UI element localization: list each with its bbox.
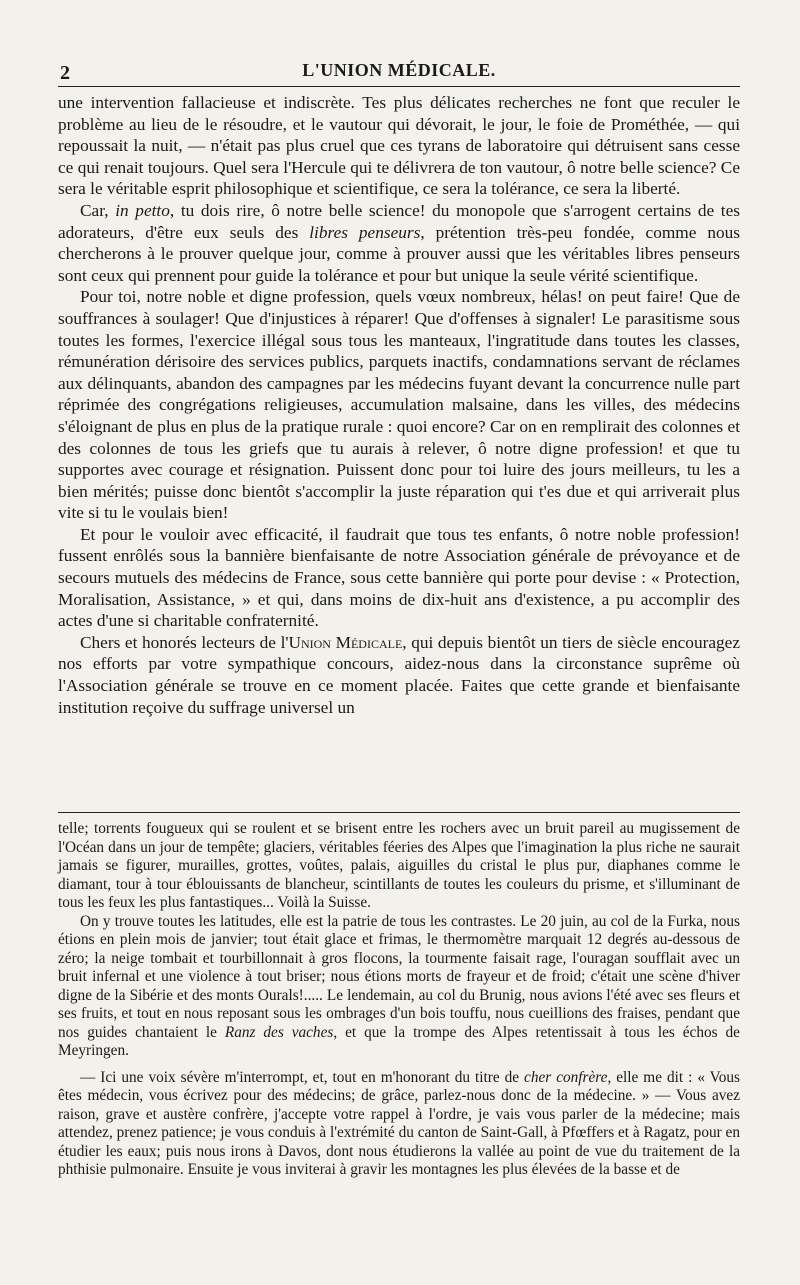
footnote-paragraph-3 (58, 1069, 740, 1180)
footnote-paragraph-2-text-b: , et que la trompe des Alpes retentissait à tous les échos de Meyringen. (58, 1023, 740, 1059)
paragraph-2-text-c: , prétention très-peu fondée, comme nous chercherons à le prouver quelque jour, comme à prouver aussi que les véritables libres penseurs sont ceux qui prennent pour guide la tolérance et pour but unique la seule vérité scientifique. (58, 222, 741, 285)
main-text (58, 92, 740, 718)
paragraph-2-emphasis-2: libres penseurs (309, 222, 421, 242)
paragraph-2-text-b: , tu dois rire, ô notre belle science! du monopole que s'arrogent certains de tes adorateurs, d'être eux seuls des (58, 200, 740, 242)
paragraph-5-text-a: Chers et honorés lecteurs de l' (80, 632, 289, 652)
paragraph-2 (58, 200, 740, 286)
footnote (58, 820, 740, 1180)
paragraph-2-emphasis-1: in petto (115, 200, 170, 220)
journal-name: Union Médicale (288, 632, 403, 652)
footnote-paragraph-2-text-a: On y trouve toutes les latitudes, elle est la patrie de tous les contrastes. Le 20 juin, au col de la Furka, nous étions en plein mois de janvier; tout était glace et frimas, le thermomètre marquait 12 degrés au-dessous de zéro; la neige tombait et tourbillonnait à gros flocons, la tourmente faisait rage, l'ouragan soufflait avec un bruit infernal et une violence à tout briser; nous étions morts de frayeur et de froid; c'était une scène d'hiver digne de la Sibérie et des monts Ourals!..... Le lendemain, au col du Brunig, nous avions l'été avec ses fleurs et ses fruits, et tout en nous reposant sous les ombrages d'un bois touffu, nous cueillions des fraises, pendant que nos guides chantaient le (58, 912, 740, 1041)
page-number: 2 (60, 62, 70, 84)
footnote-paragraph-3-text-a: — Ici une voix sévère m'interrompt, et, tout en m'honorant du titre de (80, 1068, 525, 1086)
footnote-paragraph-3-text-b: , elle me dit : « Vous êtes médecin, vous écrivez pour des médecins; de grâce, parlez-nous donc de la médecine. » — Vous avez raison, grave et austère confrère, j'accepte votre rappel à l'ordre, je vais vous parler de la médecine; mais attendez, prenez patience; je vous conduis à l'extrémité du canton de Saint-Gall, à Pfœffers et à Ragatz, pour en étudier les eaux; puis nous irons à Davos, dont nous étudierons la vallée au point de vue du traitement de la phthisie pulmonaire. Ensuite je vous inviterai à gravir les montagnes les plus élevées de la basse et de (58, 1068, 740, 1178)
paragraph-3: Pour toi, notre noble et digne profession, quels vœux nombreux, hélas! on peut faire! Que de souffrances à soulager! Que d'injustices à réparer! Que d'offenses à signaler! Le parasitisme sous toutes les formes, l'exercice illégal sous tous les manteaux, l'ingratitude dans toutes les classes, rémunération dérisoire des services publics, parquets inactifs, condamnations servant de réclames aux délinquants, abandon des campagnes par les médecins fuyant devant la concurrence nulle part réprimée des congrégations religieuses, accumulation malsaine, dans les villes, des médecins s'éloignant de plus en plus de la pratique rurale : quoi encore? Car on en remplirait des colonnes et des colonnes de tous les griefs que tu aurais à relever, ô notre digne profession! et que tu supportes avec courage et résignation. Puissent donc pour toi luire des jours meilleurs, tu les a bien mérités; puisse donc bientôt s'accomplir la juste réparation qui t'es due et qui arriverait plus vite si tu le voulais bien! (58, 287, 740, 523)
page-header (58, 56, 740, 87)
footnote-separator (58, 812, 740, 813)
paragraph-2-text-a: Car, (80, 200, 116, 220)
paragraph-5-text-b: , qui depuis bientôt un tiers de siècle encouragez nos efforts par votre sympathique concours, aidez-nous dans la circonstance suprême où l'Association générale se trouve en ce moment placée. Faites que cette grande et bienfaisante institution reçoive du suffrage universel un (58, 632, 740, 717)
paragraph-5 (58, 632, 740, 718)
footnote-paragraph-2 (58, 913, 740, 1061)
footnote-paragraph-2-emphasis: Ranz des vaches (224, 1023, 334, 1041)
paragraph-4: Et pour le vouloir avec efficacité, il faudrait que tous tes enfants, ô notre noble profession! fussent enrôlés sous la bannière bienfaisante de notre Association générale de prévoyance et de secours mutuels des médecins de France, sous cette bannière qui porte pour devise : « Protection, Moralisation, Assistance, » et qui, dans moins de dix-huit ans d'existence, a pu accomplir des actes d'une si charitable confraternité. (58, 524, 740, 631)
running-title: L'UNION MÉDICALE. (302, 60, 496, 80)
footnote-paragraph-1: telle; torrents fougueux qui se roulent et se brisent entre les rochers avec un bruit pareil au mugissement de l'Océan dans un jour de tempête; glaciers, véritables féeries des Alpes que l'imagination la plus riche ne saurait jamais se figurer, murailles, grottes, voûtes, palais, aiguilles du cristal le plus pur, diaphanes comme le diamant, tour à tour éblouissants de blancheur, scintillants de toutes les couleurs du prisme, et s'illuminant de tous les feux les plus fantastiques... Voilà la Suisse. (58, 820, 740, 911)
footnote-paragraph-3-emphasis: cher confrère (524, 1068, 608, 1086)
paragraph-1: une intervention fallacieuse et indiscrète. Tes plus délicates recherches ne font que reculer le problème au lieu de le résoudre, et le vautour qui dévorait, le jour, le foie de Prométhée, — qui repoussait la nuit, — n'était pas plus cruel que ces tyrans de laboratoire qui détruisent sans cesse ce qui renait toujours. Quel sera l'Hercule qui te délivrera de ton vautour, ô notre belle science? Ce sera le véritable esprit philosophique et scientifique, ce sera la tolérance, ce sera la liberté. (58, 93, 740, 199)
